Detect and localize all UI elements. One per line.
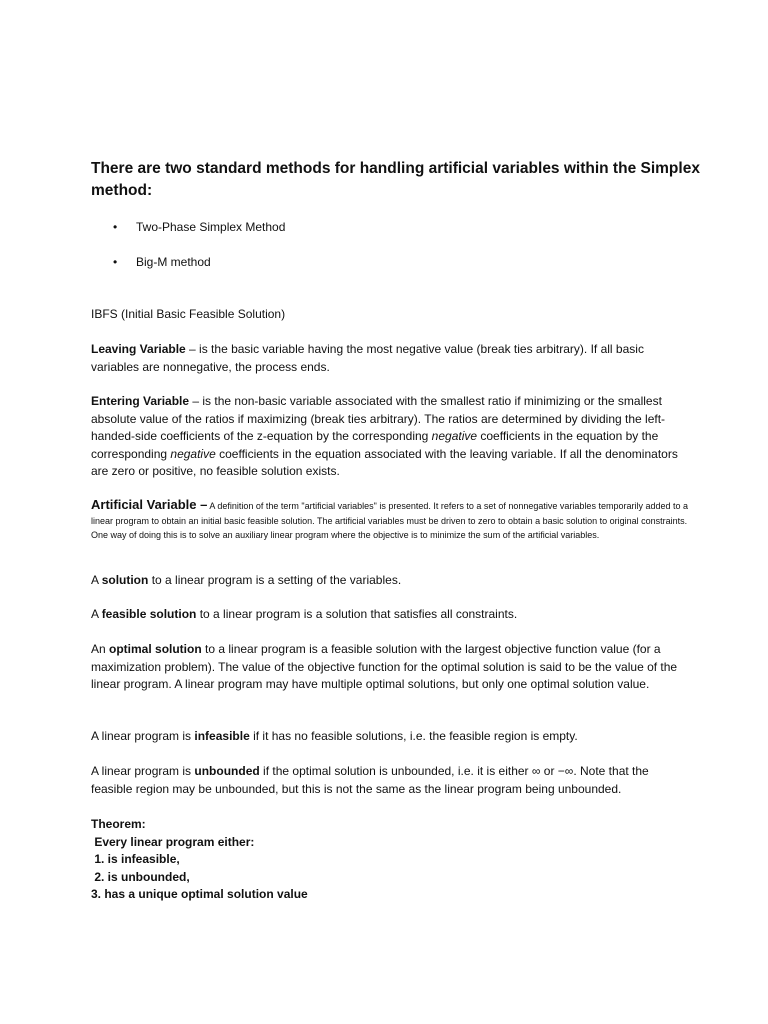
unbounded-term: unbounded (194, 764, 260, 778)
list-item (91, 218, 711, 236)
bullet-icon: • (113, 220, 118, 234)
entering-variable-text: – is the non-basic variable associated with the smallest ratio if minimizing or the smallest absolute value of the ratios if maximizing (break ties arbitrary). The ratios are determined by dividing the left-handed-side coefficients of the z-equation by the corresponding (91, 394, 666, 443)
entering-variable-text: coefficients in the equation by the corresponding (91, 429, 659, 461)
entering-variable-text: coefficients in the equation associated with the leaving variable. If all the denominators are zero or positive, no feasible solution exists. (91, 446, 678, 478)
leaving-variable-text: – is the basic variable having the most negative value (break ties arbitrary). If all basic variables are nonnegative, the process ends. (91, 342, 644, 374)
infeasible-paragraph (91, 728, 691, 746)
unbounded-text: A linear program is (91, 764, 195, 778)
artificial-variable-term: Artificial Variable – (91, 497, 208, 512)
theorem-line: Every linear program either: (91, 834, 255, 849)
solution-text: to a linear program is a setting of the variables. (148, 573, 402, 587)
infeasible-text: A linear program is (91, 729, 195, 743)
feasible-text: A (91, 607, 102, 621)
solution-term: solution (101, 573, 149, 587)
page-heading: There are two standard methods for handling artificial variables within the Simplex method: (91, 160, 700, 199)
list-item (91, 253, 711, 271)
bullet-icon: • (113, 255, 118, 269)
entering-variable-paragraph (91, 393, 691, 481)
unbounded-text: if the optimal solution is unbounded, i.e. it is either ∞ or −∞. Note that the feasible region may be unbounded, but this is not the same as the linear program being unbounded. (91, 764, 649, 796)
unbounded-paragraph (91, 763, 691, 798)
theorem-title: Theorem: (91, 817, 146, 831)
ibfs-line: IBFS (Initial Basic Feasible Solution) (91, 307, 286, 321)
method-label: Big-M method (136, 255, 211, 269)
entering-variable-term: Entering Variable (91, 394, 190, 408)
leaving-variable-term: Leaving Variable (91, 342, 186, 356)
emphasis-text: negative (170, 446, 216, 461)
feasible-term: feasible solution (101, 607, 197, 621)
infeasible-text: if it has no feasible solutions, i.e. the feasible region is empty. (249, 729, 578, 743)
infeasible-term: infeasible (194, 729, 250, 743)
emphasis-text: negative (431, 429, 478, 443)
artificial-variable-paragraph (91, 498, 691, 543)
theorem-block (91, 816, 691, 904)
solution-paragraph (91, 572, 691, 590)
solution-text: A (91, 573, 102, 587)
leaving-variable-paragraph (91, 341, 691, 376)
artificial-variable-text: A definition of the term "artificial variables" is presented. It refers to a set of nonnegative variables temporarily added to a linear program to obtain an initial basic feasible solution. The artificial variables must be driven to zero to obtain a basic solution to original constraints. One way of doing this is to solve an auxiliary linear program where the objective is to minimize the sum of the artificial variables. (91, 501, 688, 540)
optimal-text: to a linear program is a feasible solution with the largest objective function value (for a maximization problem). The value of the objective function for the optimal solution is said to be the value of the linear program. A linear program may have multiple optimal solutions, but only one optimal solution value. (91, 642, 678, 691)
method-label: Two-Phase Simplex Method (136, 220, 286, 234)
feasible-text: to a linear program is a solution that satisfies all constraints. (196, 607, 518, 621)
feasible-paragraph (91, 606, 691, 624)
optimal-paragraph (91, 641, 691, 694)
optimal-text: An (91, 642, 110, 656)
theorem-line: 1. is infeasible, (91, 852, 180, 866)
methods-list (91, 218, 711, 288)
theorem-line: 2. is unbounded, (91, 869, 190, 884)
optimal-term: optimal solution (109, 642, 202, 656)
theorem-line: 3. has a unique optimal solution value (91, 887, 308, 901)
